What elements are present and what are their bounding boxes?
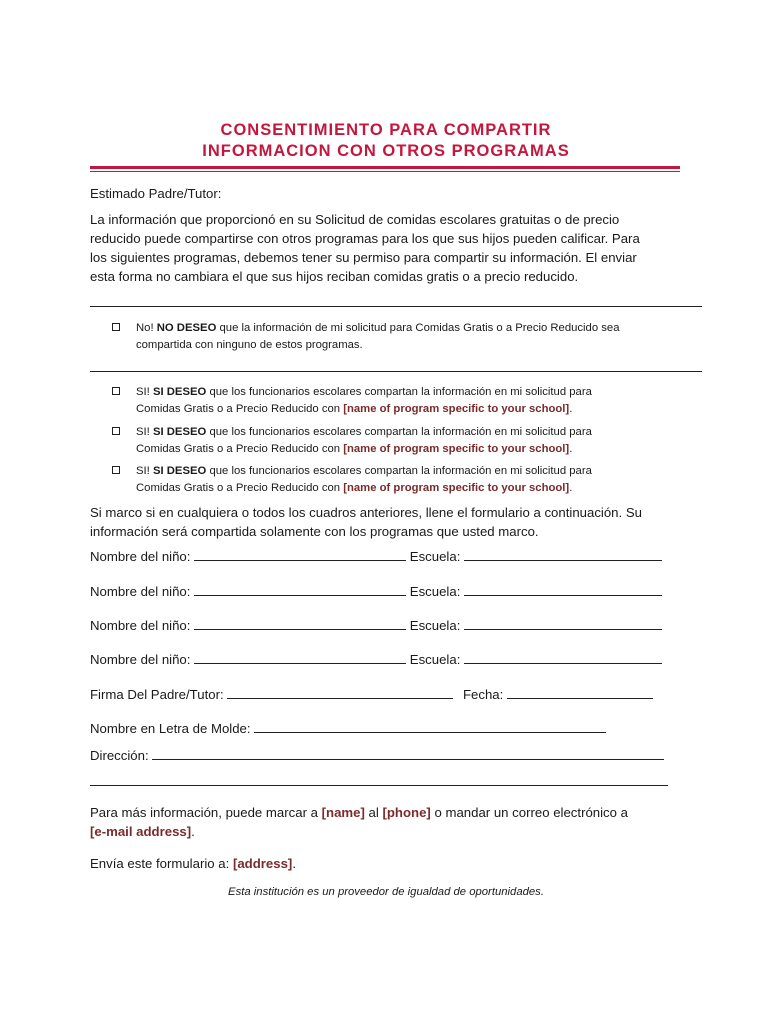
option-no-checkbox[interactable] bbox=[112, 323, 120, 331]
school-field[interactable] bbox=[464, 583, 662, 596]
date-field[interactable] bbox=[507, 686, 653, 699]
address-label: Dirección: bbox=[90, 748, 149, 763]
print-name-field[interactable] bbox=[254, 720, 606, 733]
school-field[interactable] bbox=[464, 651, 662, 664]
email-placeholder: [e-mail address] bbox=[90, 824, 192, 839]
intro-line: La información que proporcionó en su Solicitud de comidas escolares gratuitas o de precio bbox=[90, 212, 620, 227]
option-yes-1-checkbox[interactable] bbox=[112, 387, 120, 395]
option-yes-2-checkbox[interactable] bbox=[112, 427, 120, 435]
footer-note: Esta institución es un proveedor de igualdad de oportunidades. bbox=[228, 886, 544, 898]
child-name-field[interactable] bbox=[194, 548, 406, 561]
child-name-label: Nombre del niño: bbox=[90, 584, 191, 599]
page-title bbox=[90, 120, 682, 162]
child-name-label: Nombre del niño: bbox=[90, 618, 191, 633]
instructions: Si marco si en cualquiera o todos los cuadros anteriores, llene el formulario a continuación. Su información será compartida solamente con los programas que usted marco. bbox=[90, 505, 642, 539]
program-placeholder: [name of program specific to your school] bbox=[343, 482, 570, 494]
signature-row bbox=[90, 685, 653, 704]
child-name-field[interactable] bbox=[194, 583, 406, 596]
school-label: Escuela: bbox=[409, 652, 461, 667]
title-divider-thin bbox=[90, 171, 680, 172]
title-line-1: CONSENTIMIENTO PARA COMPARTIR bbox=[220, 121, 552, 139]
address-placeholder: [address] bbox=[232, 856, 293, 871]
child-row-4 bbox=[90, 650, 662, 669]
greeting: Estimado Padre/Tutor: bbox=[90, 186, 222, 201]
phone-placeholder: [phone] bbox=[382, 805, 431, 820]
child-row-1 bbox=[90, 547, 662, 566]
program-placeholder: [name of program specific to your school] bbox=[343, 403, 570, 415]
name-placeholder: [name] bbox=[321, 805, 365, 820]
print-name-label: Nombre en Letra de Molde: bbox=[90, 721, 251, 736]
address-field-line-2[interactable] bbox=[90, 773, 668, 786]
title-line-2: INFORMACION CON OTROS PROGRAMAS bbox=[202, 142, 570, 160]
address-row bbox=[90, 746, 664, 765]
child-name-label: Nombre del niño: bbox=[90, 652, 191, 667]
school-field[interactable] bbox=[464, 548, 662, 561]
child-row-3 bbox=[90, 616, 662, 635]
option-yes-1-text: SI! SI DESEO que los funcionarios escolares compartan la información en mi solicitud para Comidas Gratis o a Precio Reducido con [name of program specific to your school]. bbox=[136, 386, 592, 415]
school-field[interactable] bbox=[464, 617, 662, 630]
child-name-label: Nombre del niño: bbox=[90, 549, 191, 564]
child-name-field[interactable] bbox=[194, 617, 406, 630]
consent-form bbox=[90, 0, 702, 1024]
send-to: Envía este formulario a: [address]. bbox=[90, 856, 296, 871]
intro-line: los siguientes programas, debemos tener su permiso para compartir su información. El enviar bbox=[90, 250, 637, 265]
intro-paragraph bbox=[90, 210, 640, 286]
address-field[interactable] bbox=[152, 747, 664, 760]
date-label: Fecha: bbox=[462, 687, 504, 702]
title-divider bbox=[90, 166, 680, 169]
print-name-row bbox=[90, 719, 606, 738]
address-row-2 bbox=[90, 772, 668, 791]
intro-line: reducido puede compartirse con otros programas para los que sus hijos pueden calificar. Para bbox=[90, 231, 640, 246]
school-label: Escuela: bbox=[409, 549, 461, 564]
divider bbox=[90, 306, 702, 307]
option-yes-3-checkbox[interactable] bbox=[112, 466, 120, 474]
school-label: Escuela: bbox=[409, 584, 461, 599]
program-placeholder: [name of program specific to your school] bbox=[343, 443, 570, 455]
signature-label: Firma Del Padre/Tutor: bbox=[90, 687, 224, 702]
option-yes-2-text: SI! SI DESEO que los funcionarios escolares compartan la información en mi solicitud para Comidas Gratis o a Precio Reducido con [name of program specific to your school]. bbox=[136, 426, 592, 455]
school-label: Escuela: bbox=[409, 618, 461, 633]
contact-info: Para más información, puede marcar a [name] al [phone] o mandar un correo electrónico a [e-mail address]. bbox=[90, 805, 628, 839]
child-name-field[interactable] bbox=[194, 651, 406, 664]
option-no-text: No! NO DESEO que la información de mi solicitud para Comidas Gratis o a Precio Reducido sea compartida con ninguno de estos programas. bbox=[136, 322, 620, 351]
signature-field[interactable] bbox=[227, 686, 453, 699]
divider bbox=[90, 371, 702, 372]
intro-line: esta forma no cambiara el que sus hijos reciban comidas gratis o a precio reducido. bbox=[90, 269, 579, 284]
child-row-2 bbox=[90, 582, 662, 601]
option-yes-3-text: SI! SI DESEO que los funcionarios escolares compartan la información en mi solicitud para Comidas Gratis o a Precio Reducido con [name of program specific to your school]. bbox=[136, 465, 592, 494]
